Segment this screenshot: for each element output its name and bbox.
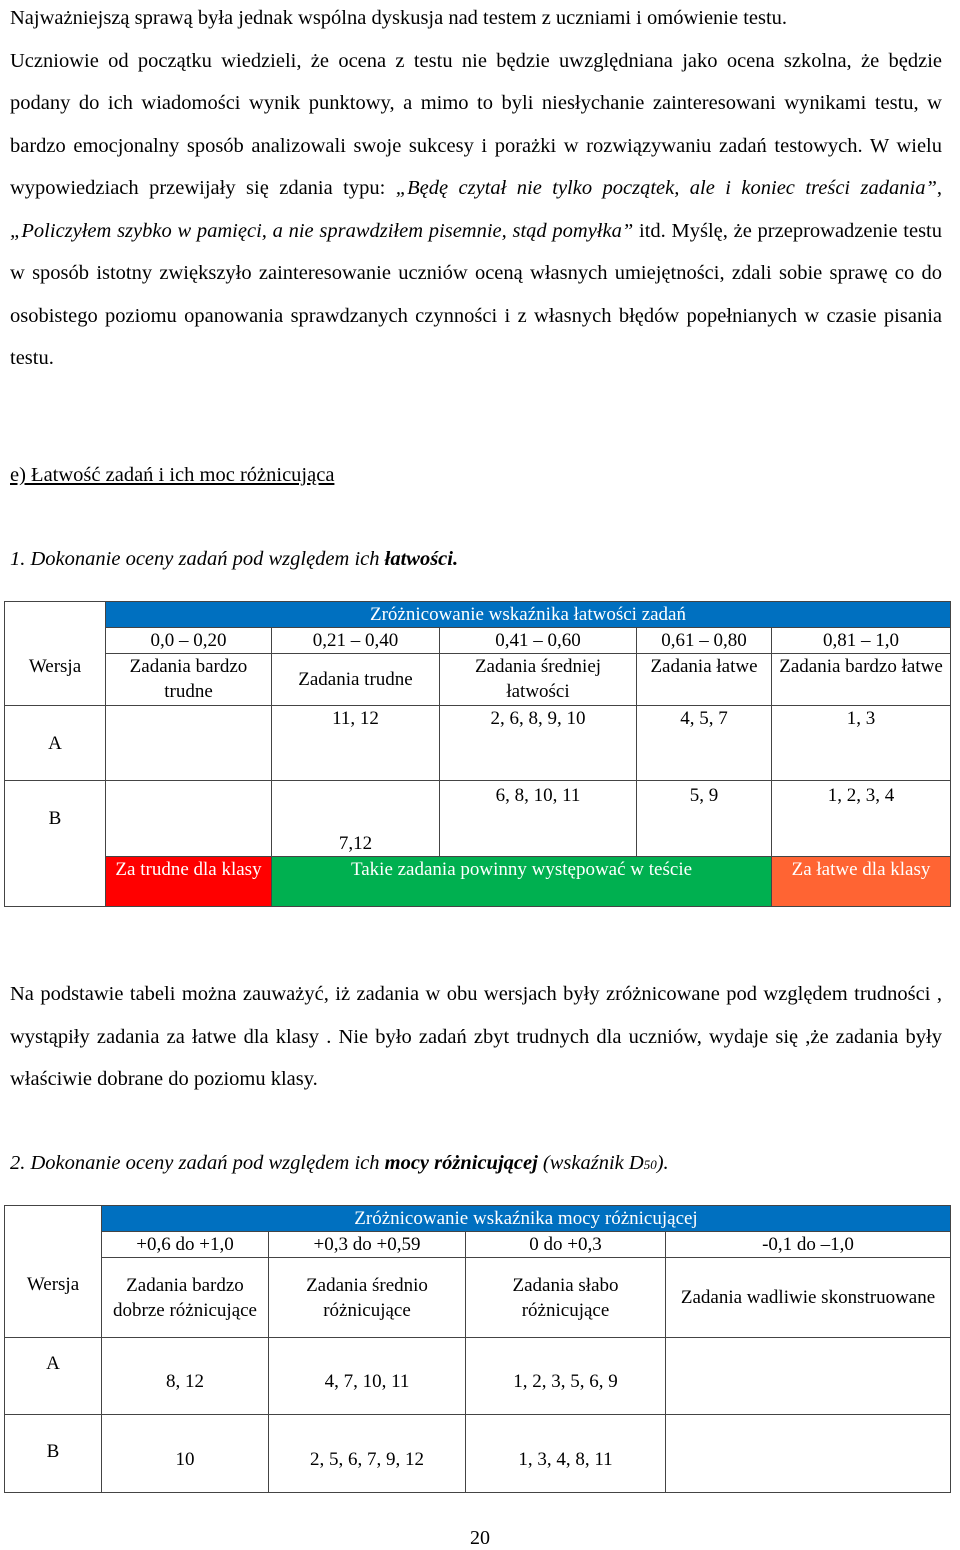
category-cell: Zadania słabo różnicujące	[466, 1258, 666, 1338]
category-cell: Zadania łatwe	[637, 654, 772, 706]
category-cell: Zadania średnio różnicujące	[269, 1258, 466, 1338]
paragraph-body: Uczniowie od początku wiedzieli, że ocena z testu nie będzie uwzględniana jako ocena szkolna, że będzie podany do ich wiadomości wynik punktowy, a mimo to byli niesłychanie zainteresowani wynikami testu, w bardzo emocjonalny sposób analizowali swoje sukcesy i porażki w rozwiązywaniu zadań testowych. W wielu wypowiedziach przewijały się zdania typu: „Będę czytał nie tylko początek, ale i koniec treści zadania”, „Policzyłem szybko w pamięci, a nie sprawdziłem pisemnie, stąd pomyłka” itd. Myślę, że przeprowadzenie testu w sposób istotny zwiększyło zainteresowanie uczniów oceną własnych umiejętności, zdali sobie sprawę co do osobistego poziomu opanowania sprawdzanych czynności i z własnych błędów popełnianych w czasie pisania testu.	[10, 49, 942, 369]
category-cell: Zadania bardzo łatwe	[772, 654, 951, 706]
corner-cell	[5, 602, 106, 628]
category-cell: Zadania średniej łatwości	[440, 654, 637, 706]
table-cell	[106, 706, 272, 781]
version-label: Wersja	[5, 628, 106, 706]
range-cell: +0,6 do +1,0	[102, 1232, 269, 1258]
section-e-heading: e) Łatwość zadań i ich moc różnicująca	[10, 464, 335, 486]
range-cell: 0 do +0,3	[466, 1232, 666, 1258]
row-label-b: B	[5, 1415, 102, 1493]
table-cell: 11, 12	[272, 706, 440, 781]
range-cell: 0,81 – 1,0	[772, 628, 951, 654]
table-cell: 2, 5, 6, 7, 9, 12	[269, 1415, 466, 1493]
intro-paragraph	[10, 0, 942, 380]
table2-title: Zróżnicowanie wskaźnika mocy różnicującej	[102, 1206, 951, 1232]
table-cell: 8, 12	[102, 1338, 269, 1415]
range-cell: 0,61 – 0,80	[637, 628, 772, 654]
range-cell: +0,3 do +0,59	[269, 1232, 466, 1258]
heading-ease: 1. Dokonanie oceny zadań pod względem ich łatwości.	[10, 548, 459, 570]
category-cell: Zadania bardzo trudne	[106, 654, 272, 706]
table-cell: 7,12	[272, 781, 440, 857]
quote-2: „Policzyłem szybko w pamięci, a nie sprawdziłem pisemnie, stąd pomyłka”	[10, 219, 634, 242]
page-number: 20	[470, 1527, 490, 1549]
table-cell: 10	[102, 1415, 269, 1493]
table1-title: Zróżnicowanie wskaźnika łatwości zadań	[106, 602, 951, 628]
paragraph-body: Na podstawie tabeli można zauważyć, iż zadania w obu wersjach były zróżnicowane pod względem trudności , wystąpiły zadania za łatwe dla klasy . Nie było zadań zbyt trudnych dla uczniów, wydaje się ,że zadania były właściwie dobrane do poziomu klasy.	[10, 983, 942, 1090]
heading-discrimination: 2. Dokonanie oceny zadań pod względem ich mocy różnicującej (wskaźnik D50).	[10, 1152, 669, 1174]
range-cell: 0,41 – 0,60	[440, 628, 637, 654]
table-cell: 1, 2, 3, 5, 6, 9	[466, 1338, 666, 1415]
table-cell: 4, 7, 10, 11	[269, 1338, 466, 1415]
corner-cell	[5, 1206, 102, 1232]
summary-paragraph	[10, 973, 942, 1101]
category-cell: Zadania bardzo dobrze różnicujące	[102, 1258, 269, 1338]
range-cell: 0,21 – 0,40	[272, 628, 440, 654]
range-cell: 0,0 – 0,20	[106, 628, 272, 654]
category-cell: Zadania trudne	[272, 654, 440, 706]
range-cell: -0,1 do –1,0	[666, 1232, 951, 1258]
table-cell: 1, 3, 4, 8, 11	[466, 1415, 666, 1493]
row-label-b: B	[5, 781, 106, 907]
table-cell: 1, 3	[772, 706, 951, 781]
should-be-cell: Takie zadania powinny występować w teście	[272, 857, 772, 907]
table-cell: 2, 6, 8, 9, 10	[440, 706, 637, 781]
row-label-a: A	[5, 706, 106, 781]
table-cell: 4, 5, 7	[637, 706, 772, 781]
too-easy-cell: Za łatwe dla klasy	[772, 857, 951, 907]
ease-table	[4, 601, 951, 907]
quote-1: „Będę czytał nie tylko początek, ale i koniec treści zadania”	[395, 177, 937, 199]
row-label-a: A	[5, 1338, 102, 1415]
table-cell: 1, 2, 3, 4	[772, 781, 951, 857]
table-cell: 5, 9	[637, 781, 772, 857]
table-cell: 6, 8, 10, 11	[440, 781, 637, 857]
table-cell	[666, 1415, 951, 1493]
version-label: Wersja	[5, 1232, 102, 1338]
paragraph-line: Najważniejszą sprawą była jednak wspólna dyskusja nad testem z uczniami i omówienie testu.	[10, 7, 788, 29]
too-hard-cell: Za trudne dla klasy	[106, 857, 272, 907]
discrimination-table	[4, 1205, 951, 1493]
table-cell	[666, 1338, 951, 1415]
category-cell: Zadania wadliwie skonstruowane	[666, 1258, 951, 1338]
table-cell	[106, 781, 272, 857]
